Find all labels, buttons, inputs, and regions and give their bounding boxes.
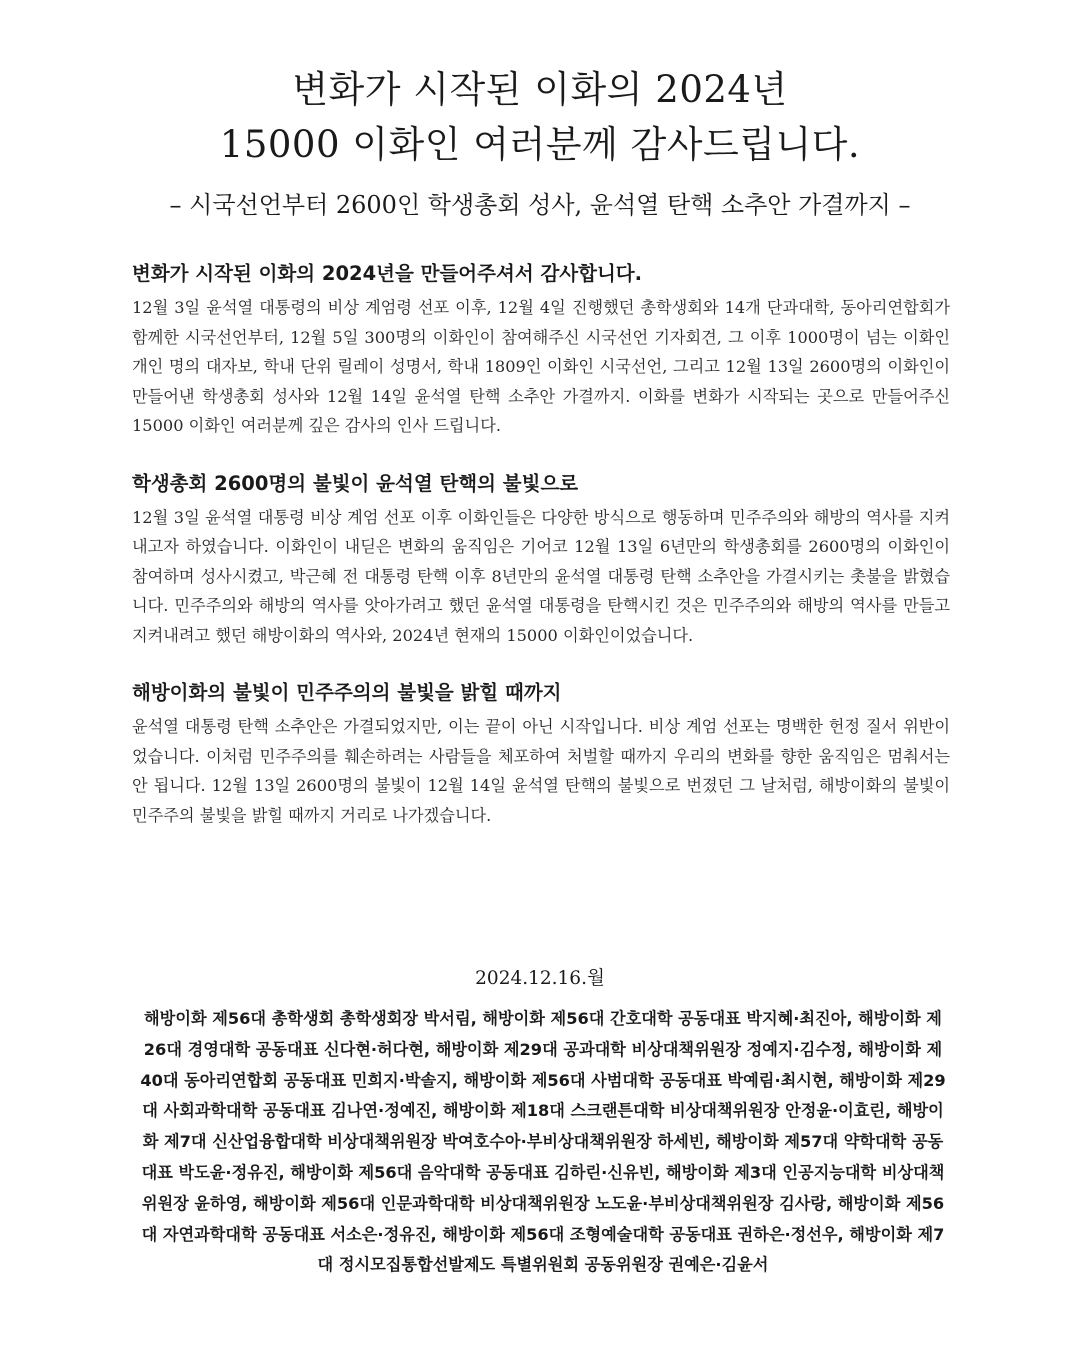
statement-body [132, 258, 950, 857]
section-democracy [132, 677, 950, 830]
section-paragraph: 윤석열 대통령 탄핵 소추안은 가결되었지만, 이는 끝이 아닌 시작입니다. 비상 계엄 선포는 명백한 헌정 질서 위반이었습니다. 이처럼 민주주의를 훼손하려는 사람들을 체포하여 처벌할 때까지 우리의 변화를 향한 움직임은 멈춰서는 안 됩니다. 12월 13일 2600명의 불빛이 12월 14일 윤석열 탄핵의 불빛으로 번졌던 그 날처럼, 해방이화의 불빛이 민주주의 불빛을 밝힐 때까지 거리로 나가겠습니다. [132, 717, 950, 825]
page-subtitle: – 시국선언부터 2600인 학생총회 성사, 윤석열 탄핵 소추안 가결까지 – [169, 191, 911, 219]
section-paragraph: 12월 3일 윤석열 대통령의 비상 계엄령 선포 이후, 12월 4일 진행했던 총학생회와 14개 단과대학, 동아리연합회가 함께한 시국선언부터, 12월 5일 300명의 이화인이 참여해주신 시국선언 기자회견, 그 이후 1000명이 넘는 이화인 개인 명의 대자보, 학내 단위 릴레이 성명서, 학내 1809인 이화인 시국선언, 그리고 12월 13일 2600명의 이화인이 만들어낸 학생총회 성사와 12월 14일 윤석열 탄핵 소추안 가결까지. 이화를 변화가 시작되는 곳으로 만들어주신 15000 이화인 여러분께 깊은 감사의 인사 드립니다. [132, 298, 950, 435]
section-thanks [132, 258, 950, 441]
title-line-1: 변화가 시작된 이화의 2024년 [292, 68, 788, 111]
section-heading: 변화가 시작된 이화의 2024년을 만들어주셔서 감사합니다. [132, 262, 643, 285]
section-heading: 해방이화의 불빛이 민주주의의 불빛을 밝힐 때까지 [132, 681, 562, 704]
section-heading: 학생총회 2600명의 불빛이 윤석열 탄핵의 불빛으로 [132, 471, 579, 495]
title-line-2: 15000 이화인 여러분께 감사드립니다. [219, 123, 861, 166]
signatories-list: 해방이화 제56대 총학생회 총학생회장 박서림, 해방이화 제56대 간호대학 공동대표 박지혜·최진아, 해방이화 제26대 경영대학 공동대표 신다현·허다현, 해방이화 제29대 공과대학 비상대책위원장 정예지·김수정, 해방이화 제40대 동아리연합회 공동대표 민희지·박솔지, 해방이화 제56대 사범대학 공동대표 박예림·최시현, 해방이화 제29대 사회과학대학 공동대표 김나연·정예진, 해방이화 제18대 스크랜튼대학 비상대책위원장 안정윤·이효린, 해방이화 제7대 신산업융합대학 비상대책위원장 박여호수아·부비상대책위원장 하세빈, 해방이화 제57대 약학대학 공동대표 박도윤·정유진, 해방이화 제56대 음악대학 공동대표 김하린·신유빈, 해방이화 제3대 인공지능대학 비상대책위원장 윤하영, 해방이화 제56대 인문과학대학 비상대책위원장 노도윤·부비상대책위원장 김사랑, 해방이화 제56대 자연과학대학 공동대표 서소은·정유진, 해방이화 제56대 조형예술대학 공동대표 권하은·정선우, 해방이화 제7대 정시모집통합선발제도 특별위원회 공동위원장 권예은·김윤서 [140, 1009, 946, 1275]
section-student-assembly [132, 468, 950, 651]
statement-date: 2024.12.16.월 [475, 968, 605, 989]
section-paragraph: 12월 3일 윤석열 대통령 비상 계엄 선포 이후 이화인들은 다양한 방식으로 행동하며 민주주의와 해방의 역사를 지켜내고자 하였습니다. 이화인이 내딛은 변화의 움직임은 기어코 12월 13일 6년만의 학생총회를 2600명의 이화인이 참여하며 성사시켰고, 박근혜 전 대통령 탄핵 이후 8년만의 윤석열 대통령 탄핵 소추안을 가결시키는 촛불을 밝혔습니다. 민주주의와 해방의 역사를 앗아가려고 했던 윤석열 대통령을 탄핵시킨 것은 민주주의와 해방의 역사를 만들고 지켜내려고 했던 해방이화의 역사와, 2024년 현재의 15000 이화인이었습니다. [132, 507, 950, 645]
page-title [0, 62, 1080, 172]
